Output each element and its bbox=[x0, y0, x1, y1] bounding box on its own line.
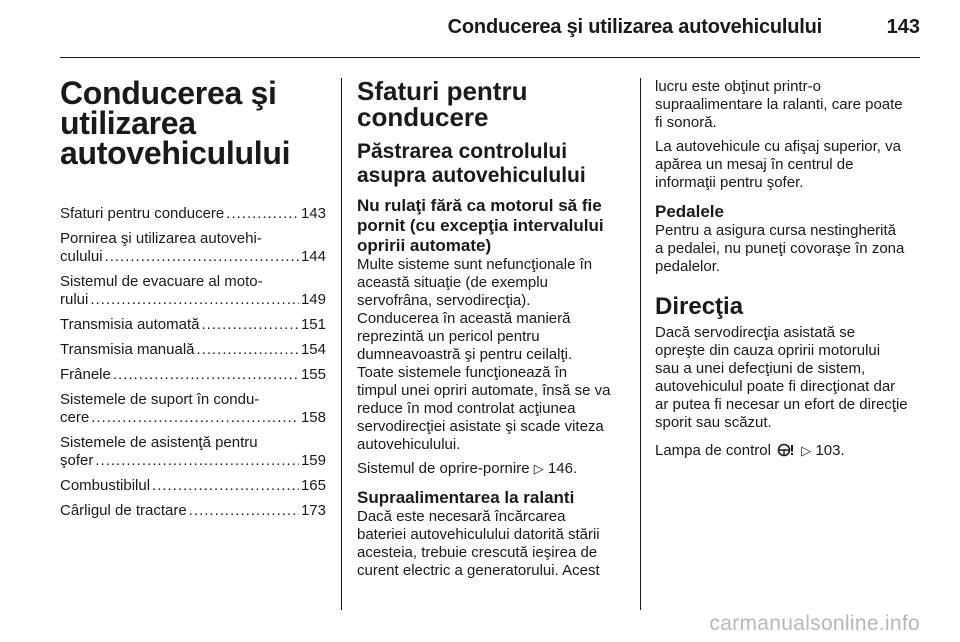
toc-leader-dots bbox=[226, 205, 299, 223]
toc-entry[interactable] bbox=[60, 366, 326, 384]
toc-entry-page: 149 bbox=[300, 291, 326, 308]
pedals-paragraph bbox=[655, 222, 923, 276]
toc-entry-page: 154 bbox=[300, 341, 326, 358]
text-line: lucru este obţinut printr-o bbox=[655, 78, 821, 95]
chapter-title-line: utilizarea bbox=[60, 105, 196, 141]
text-line: servodirecţiei asistate şi scade viteza bbox=[357, 418, 604, 435]
topic-title-pedals: Pedalele bbox=[655, 202, 724, 221]
toc-entry-row bbox=[60, 205, 326, 223]
topic-title-line: opririi automate) bbox=[357, 236, 492, 255]
text-line: sau a unei defecţiuni de sistem, bbox=[655, 360, 866, 377]
watermark: carmanualsonline.info bbox=[709, 612, 920, 635]
toc-entry-title: rului bbox=[60, 291, 89, 308]
page-reference-arrow-icon: ▷ bbox=[533, 461, 544, 476]
toc-entry-title-line: Sistemele de suport în condu- bbox=[60, 391, 260, 408]
reference-page-link[interactable]: 103. bbox=[815, 442, 845, 459]
toc-entry-row bbox=[60, 452, 326, 470]
toc-entry[interactable] bbox=[60, 273, 326, 309]
toc-entry-title: cere bbox=[60, 409, 90, 426]
topic-title-line: Nu rulaţi fără ca motorul să fie bbox=[357, 196, 602, 215]
text-line: curent electric a generatorului. Acest bbox=[357, 562, 600, 579]
text-line: informaţii pentru şofer. bbox=[655, 174, 804, 191]
toc-entry-row bbox=[60, 366, 326, 384]
chapter-title-line: autovehiculului bbox=[60, 135, 291, 171]
toc-entry-title: Combustibilul bbox=[60, 477, 151, 494]
text-line: această situaţie (de exemplu bbox=[357, 274, 548, 291]
toc-entry-title-line: Sistemele de asistenţă pentru bbox=[60, 434, 258, 451]
reference-text: Lampa de control bbox=[655, 442, 771, 459]
table-of-contents bbox=[60, 205, 326, 520]
control-lamp-reference bbox=[655, 442, 923, 462]
section-title-driving-hints bbox=[357, 78, 625, 130]
column-divider-2 bbox=[640, 78, 641, 610]
subsection-title-line: asupra autovehiculului bbox=[357, 164, 586, 187]
text-line: apărea un mesaj în centrul de bbox=[655, 156, 854, 173]
toc-leader-dots bbox=[113, 366, 299, 384]
toc-entry-row bbox=[60, 341, 326, 359]
toc-entry-row bbox=[60, 248, 326, 266]
toc-leader-dots bbox=[152, 477, 299, 495]
idle-boost-continued-paragraph bbox=[655, 78, 923, 132]
toc-entry-title: Transmisia manuală bbox=[60, 341, 195, 358]
text-line: acesteia, trebuie crescută ieşirea de bbox=[357, 544, 598, 561]
toc-entry-page: 151 bbox=[300, 316, 326, 333]
text-line: dumneavoastră şi pentru ceilalţi. bbox=[357, 346, 573, 363]
section-title-steering: Direcţia bbox=[655, 293, 744, 320]
toc-leader-dots bbox=[91, 409, 299, 427]
chapter-column bbox=[60, 66, 326, 527]
toc-leader-dots bbox=[90, 291, 299, 309]
text-line: reprezintă un pericol pentru bbox=[357, 328, 540, 345]
steering-paragraph bbox=[655, 324, 923, 432]
toc-entry[interactable] bbox=[60, 434, 326, 470]
chapter-title-line: Conducerea şi bbox=[60, 75, 277, 111]
text-line: Toate sistemele funcţionează în bbox=[357, 364, 568, 381]
page-number: 143 bbox=[886, 16, 920, 38]
text-line: Dacă este necesară încărcarea bbox=[357, 508, 566, 525]
toc-entry-page: 165 bbox=[300, 477, 326, 494]
toc-entry[interactable] bbox=[60, 341, 326, 359]
text-line: autovehiculul poate fi direcţionat dar bbox=[655, 378, 896, 395]
text-line: Dacă servodirecţia asistată se bbox=[655, 324, 856, 341]
toc-leader-dots bbox=[189, 502, 299, 520]
stop-start-reference bbox=[357, 460, 625, 478]
text-line: supraalimentare la ralanti, care poate bbox=[655, 96, 903, 113]
toc-entry[interactable] bbox=[60, 391, 326, 427]
toc-entry[interactable] bbox=[60, 502, 326, 520]
subsection-title-control bbox=[357, 140, 625, 188]
column-divider-1 bbox=[341, 78, 342, 610]
running-header-title: Conducerea şi utilizarea autovehiculului bbox=[447, 16, 822, 38]
toc-leader-dots bbox=[105, 248, 299, 266]
text-line: Pentru a asigura cursa nestingherită bbox=[655, 222, 896, 239]
idle-boost-paragraph bbox=[357, 508, 625, 580]
text-line: Multe sisteme sunt nefuncţionale în bbox=[357, 256, 593, 273]
chapter-title bbox=[60, 75, 326, 171]
text-line: reduce în mod controlat acţiunea bbox=[357, 400, 576, 417]
text-line: fi sonoră. bbox=[655, 114, 717, 131]
toc-entry-row bbox=[60, 409, 326, 427]
toc-entry-title-line: Pornirea şi utilizarea autovehi- bbox=[60, 230, 262, 247]
header-rule bbox=[60, 57, 920, 58]
text-line: ar putea fi necesar un efort de direcţie bbox=[655, 396, 908, 413]
text-line: autovehiculului. bbox=[357, 436, 461, 453]
text-line: bateriei autovehiculului datorită stării bbox=[357, 526, 600, 543]
toc-entry-title: Transmisia automată bbox=[60, 316, 200, 333]
toc-entry-page: 155 bbox=[300, 366, 326, 383]
toc-entry-title: culului bbox=[60, 248, 103, 265]
toc-leader-dots bbox=[202, 316, 299, 334]
toc-entry-row bbox=[60, 477, 326, 495]
text-line: pedalelor. bbox=[655, 258, 721, 275]
text-line: opreşte din cauza opririi motorului bbox=[655, 342, 881, 359]
toc-entry-row bbox=[60, 291, 326, 309]
section-title-line: conducere bbox=[357, 102, 489, 132]
text-line: servofrâna, servodirecţia). bbox=[357, 292, 531, 309]
toc-entry-title: Cârligul de tractare bbox=[60, 502, 187, 519]
text-line: Conducerea în această manieră bbox=[357, 310, 571, 327]
toc-entry[interactable] bbox=[60, 205, 326, 223]
topic-title-line: pornit (cu excepţia intervalului bbox=[357, 216, 604, 235]
toc-entry-title: şofer bbox=[60, 452, 94, 469]
toc-entry[interactable] bbox=[60, 230, 326, 266]
engine-off-paragraph bbox=[357, 256, 625, 454]
toc-entry-title: Sfaturi pentru conducere bbox=[60, 205, 225, 222]
toc-entry-row bbox=[60, 316, 326, 334]
reference-page-link[interactable]: 146. bbox=[547, 460, 578, 477]
subsection-title-line: Păstrarea controlului bbox=[357, 140, 568, 163]
toc-entry-title-line: Sistemul de evacuare al moto- bbox=[60, 273, 263, 290]
topic-title-idle-boost: Supraalimentarea la ralanti bbox=[357, 488, 575, 507]
toc-entry[interactable] bbox=[60, 316, 326, 334]
page-reference-arrow-icon: ▷ bbox=[801, 443, 812, 458]
toc-entry-title: Frânele bbox=[60, 366, 111, 383]
steering-warning-icon bbox=[777, 443, 795, 462]
driving-hints-column bbox=[357, 66, 625, 580]
toc-entry-page: 158 bbox=[300, 409, 326, 426]
reference-text: Sistemul de oprire-pornire bbox=[357, 460, 530, 477]
toc-leader-dots bbox=[95, 452, 299, 470]
toc-entry-page: 173 bbox=[300, 502, 326, 519]
topic-title-engine-off bbox=[357, 196, 625, 256]
toc-entry-page: 143 bbox=[300, 205, 326, 222]
text-line: sporit sau scăzut. bbox=[655, 414, 772, 431]
text-line: timpul unei opriri automate, însă se va bbox=[357, 382, 611, 399]
toc-leader-dots bbox=[197, 341, 299, 359]
text-line: La autovehicule cu afişaj superior, va bbox=[655, 138, 901, 155]
text-line: a pedalei, nu puneţi covoraşe în zona bbox=[655, 240, 905, 257]
toc-entry-page: 144 bbox=[300, 248, 326, 265]
pedals-steering-column bbox=[655, 78, 923, 468]
head-up-display-paragraph bbox=[655, 138, 923, 192]
toc-entry-page: 159 bbox=[300, 452, 326, 469]
section-title-line: Sfaturi pentru bbox=[357, 76, 528, 106]
toc-entry-row bbox=[60, 502, 326, 520]
toc-entry[interactable] bbox=[60, 477, 326, 495]
